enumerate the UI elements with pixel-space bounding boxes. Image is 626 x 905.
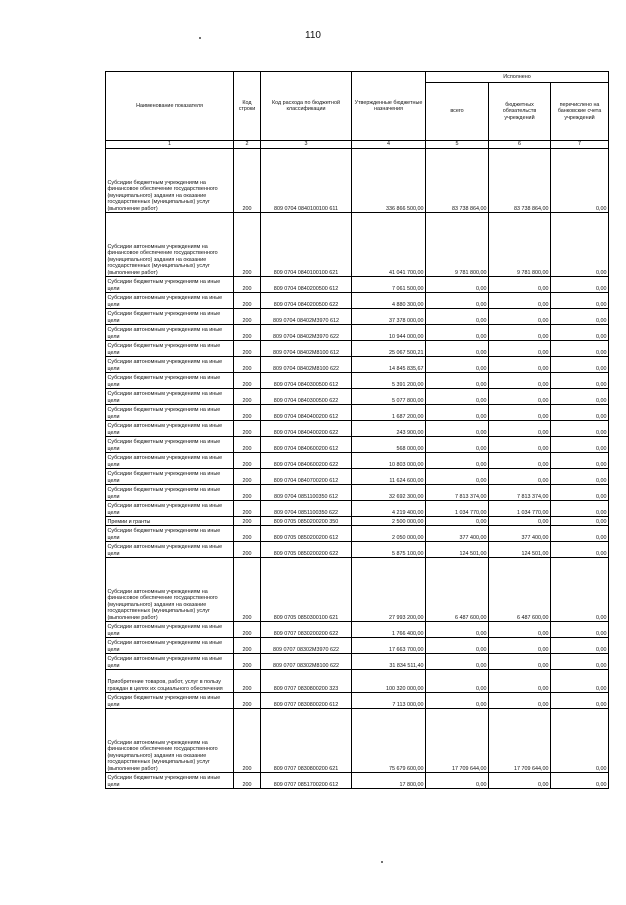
table-row [106,453,609,469]
row-name: Субсидии бюджетным учреждениям на иные цели [106,526,234,542]
row-line-code: 200 [234,341,261,357]
table-row [106,670,609,693]
row-budget-code: 809 0707 0830800200 323 [261,670,352,693]
row-obligations: 0,00 [489,277,551,293]
row-approved: 5 875 100,00 [352,542,426,558]
row-name: Субсидии бюджетным учреждениям на иные цели [106,693,234,709]
row-name: Субсидии бюджетным учреждениям на иные цели [106,437,234,453]
row-line-code: 200 [234,389,261,405]
row-approved: 1 766 400,00 [352,622,426,638]
row-obligations: 83 738 864,00 [489,149,551,213]
row-name: Приобретение товаров, работ, услуг в пользу граждан в целях их социального обеспечения [106,670,234,693]
report-table [105,71,609,789]
row-line-code: 200 [234,709,261,773]
row-approved: 31 834 511,40 [352,654,426,670]
row-total: 0,00 [426,293,489,309]
table-row [106,526,609,542]
row-total: 0,00 [426,341,489,357]
row-budget-code: 809 0704 0840700200 612 [261,469,352,485]
table-row [106,405,609,421]
row-name: Субсидии бюджетным учреждениям на иные цели [106,469,234,485]
table-row [106,517,609,526]
row-transferred: 0,00 [551,485,609,501]
row-line-code: 200 [234,485,261,501]
row-obligations: 0,00 [489,453,551,469]
table-row [106,773,609,789]
row-transferred: 0,00 [551,213,609,277]
table-row [106,421,609,437]
table-row [106,357,609,373]
row-transferred: 0,00 [551,405,609,421]
row-name: Субсидии бюджетным учреждениям на иные цели [106,485,234,501]
row-transferred: 0,00 [551,558,609,622]
row-budget-code: 809 0704 08402M8100 622 [261,357,352,373]
row-budget-code: 809 0704 0840400200 622 [261,421,352,437]
row-obligations: 17 709 644,00 [489,709,551,773]
header-transferred: перечислено на банковские счета учреждений [551,83,609,141]
row-budget-code: 809 0704 0840300500 622 [261,389,352,405]
table-row [106,293,609,309]
row-total: 1 034 770,00 [426,501,489,517]
table-row [106,309,609,325]
row-budget-code: 809 0704 0840100100 621 [261,213,352,277]
row-budget-code: 809 0704 0840300500 612 [261,373,352,389]
row-total: 9 781 800,00 [426,213,489,277]
row-line-code: 200 [234,405,261,421]
row-obligations: 0,00 [489,517,551,526]
table-row [106,501,609,517]
row-name: Субсидии автономным учреждениям на финансовое обеспечение государственного (муниципального) задания на оказание государственных (муниципальных) услуг (выполнение работ) [106,709,234,773]
row-obligations: 0,00 [489,357,551,373]
row-name: Субсидии бюджетным учреждениям на иные цели [106,277,234,293]
table-row [106,558,609,622]
row-approved: 7 061 500,00 [352,277,426,293]
row-line-code: 200 [234,622,261,638]
row-budget-code: 809 0707 0830800200 621 [261,709,352,773]
row-line-code: 200 [234,357,261,373]
row-name: Субсидии автономным учреждениям на иные цели [106,453,234,469]
row-name: Субсидии автономным учреждениям на иные цели [106,421,234,437]
row-name: Премии и гранты [106,517,234,526]
row-total: 7 813 374,00 [426,485,489,501]
table-row [106,149,609,213]
row-name: Субсидии бюджетным учреждениям на иные цели [106,373,234,389]
row-line-code: 200 [234,558,261,622]
row-obligations: 124 501,00 [489,542,551,558]
column-number: 6 [489,141,551,149]
header-name: Наименование показателя [106,72,234,141]
row-name: Субсидии автономным учреждениям на иные цели [106,542,234,558]
row-total: 0,00 [426,670,489,693]
row-name: Субсидии автономным учреждениям на иные цели [106,325,234,341]
row-obligations: 0,00 [489,437,551,453]
table-row [106,485,609,501]
row-name: Субсидии бюджетным учреждениям на иные цели [106,309,234,325]
header-budget-code: Код расхода по бюджетной классификации [261,72,352,141]
row-approved: 17 663 700,00 [352,638,426,654]
row-transferred: 0,00 [551,389,609,405]
row-obligations: 0,00 [489,421,551,437]
row-obligations: 0,00 [489,693,551,709]
header-line-code: Код строки [234,72,261,141]
row-total: 377 400,00 [426,526,489,542]
row-transferred: 0,00 [551,517,609,526]
row-approved: 75 679 600,00 [352,709,426,773]
table-row [106,469,609,485]
row-approved: 41 041 700,00 [352,213,426,277]
row-budget-code: 809 0704 0840600200 622 [261,453,352,469]
row-budget-code: 809 0704 08402M8100 612 [261,341,352,357]
table-row [106,654,609,670]
row-line-code: 200 [234,638,261,654]
row-transferred: 0,00 [551,501,609,517]
row-budget-code: 809 0707 0830800200 612 [261,693,352,709]
row-line-code: 200 [234,277,261,293]
row-budget-code: 809 0704 0840200500 622 [261,293,352,309]
row-obligations: 0,00 [489,405,551,421]
row-obligations: 6 487 600,00 [489,558,551,622]
row-transferred: 0,00 [551,709,609,773]
row-budget-code: 809 0704 08402M3970 612 [261,309,352,325]
row-obligations: 377 400,00 [489,526,551,542]
row-total: 0,00 [426,421,489,437]
row-total: 0,00 [426,654,489,670]
row-budget-code: 809 0707 0851700200 612 [261,773,352,789]
row-transferred: 0,00 [551,293,609,309]
row-budget-code: 809 0707 0830200200 622 [261,622,352,638]
row-transferred: 0,00 [551,277,609,293]
row-name: Субсидии автономным учреждениям на иные цели [106,638,234,654]
row-total: 0,00 [426,773,489,789]
row-budget-code: 809 0704 0851100350 612 [261,485,352,501]
row-line-code: 200 [234,437,261,453]
row-name: Субсидии автономным учреждениям на иные цели [106,622,234,638]
row-name: Субсидии автономным учреждениям на иные цели [106,654,234,670]
row-transferred: 0,00 [551,542,609,558]
table-row [106,373,609,389]
row-name: Субсидии автономным учреждениям на иные цели [106,501,234,517]
row-approved: 5 391 200,00 [352,373,426,389]
row-approved: 10 944 000,00 [352,325,426,341]
row-obligations: 1 034 770,00 [489,501,551,517]
row-budget-code: 809 0707 08302M3970 622 [261,638,352,654]
scan-speck [199,37,201,39]
row-line-code: 200 [234,453,261,469]
row-transferred: 0,00 [551,670,609,693]
row-line-code: 200 [234,325,261,341]
row-transferred: 0,00 [551,421,609,437]
row-budget-code: 809 0704 0840100100 611 [261,149,352,213]
row-approved: 7 113 000,00 [352,693,426,709]
row-name: Субсидии автономным учреждениям на иные цели [106,293,234,309]
row-line-code: 200 [234,542,261,558]
scan-speck [381,861,383,863]
row-line-code: 200 [234,373,261,389]
row-transferred: 0,00 [551,654,609,670]
row-approved: 14 845 835,67 [352,357,426,373]
row-transferred: 0,00 [551,341,609,357]
row-total: 0,00 [426,469,489,485]
row-budget-code: 809 0704 0840600200 612 [261,437,352,453]
header-obligations: бюджетных обязательств учреждений [489,83,551,141]
row-name: Субсидии бюджетным учреждениям на иные цели [106,773,234,789]
row-total: 0,00 [426,437,489,453]
row-line-code: 200 [234,501,261,517]
row-name: Субсидии бюджетным учреждениям на иные цели [106,405,234,421]
row-approved: 11 624 600,00 [352,469,426,485]
header-approved: Утвержденные бюджетные назначения [352,72,426,141]
row-approved: 5 077 800,00 [352,389,426,405]
table-row [106,437,609,453]
table-body [106,149,609,789]
row-obligations: 0,00 [489,309,551,325]
row-line-code: 200 [234,213,261,277]
row-transferred: 0,00 [551,693,609,709]
table-row [106,213,609,277]
row-line-code: 200 [234,693,261,709]
row-approved: 336 866 500,00 [352,149,426,213]
row-approved: 100 320 000,00 [352,670,426,693]
row-total: 0,00 [426,405,489,421]
row-approved: 32 692 300,00 [352,485,426,501]
row-obligations: 0,00 [489,389,551,405]
row-total: 0,00 [426,389,489,405]
row-line-code: 200 [234,293,261,309]
row-approved: 27 993 200,00 [352,558,426,622]
table-row [106,341,609,357]
row-obligations: 0,00 [489,373,551,389]
table-row [106,693,609,709]
row-line-code: 200 [234,670,261,693]
row-approved: 37 378 000,00 [352,309,426,325]
row-obligations: 0,00 [489,638,551,654]
row-total: 0,00 [426,309,489,325]
row-total: 83 738 864,00 [426,149,489,213]
table-row [106,542,609,558]
row-transferred: 0,00 [551,638,609,654]
table-row [106,389,609,405]
row-total: 0,00 [426,517,489,526]
row-name: Субсидии бюджетным учреждениям на финансовое обеспечение государственного (муниципального) задания на оказание государственных (муниципальных) услуг (выполнение работ) [106,149,234,213]
row-line-code: 200 [234,773,261,789]
row-obligations: 0,00 [489,654,551,670]
row-transferred: 0,00 [551,357,609,373]
row-line-code: 200 [234,149,261,213]
column-number: 5 [426,141,489,149]
row-budget-code: 809 0704 0840400200 612 [261,405,352,421]
row-line-code: 200 [234,654,261,670]
row-total: 124 501,00 [426,542,489,558]
row-total: 0,00 [426,622,489,638]
row-name: Субсидии бюджетным учреждениям на иные цели [106,341,234,357]
row-budget-code: 809 0705 0850200200 612 [261,526,352,542]
table-row [106,277,609,293]
row-total: 0,00 [426,453,489,469]
row-approved: 243 900,00 [352,421,426,437]
row-budget-code: 809 0707 08302M8100 622 [261,654,352,670]
row-name: Субсидии автономным учреждениям на финансовое обеспечение государственного (муниципального) задания на оказание государственных (муниципальных) услуг (выполнение работ) [106,213,234,277]
table-row [106,325,609,341]
row-total: 0,00 [426,373,489,389]
row-budget-code: 809 0705 0850300100 621 [261,558,352,622]
row-transferred: 0,00 [551,622,609,638]
column-number: 4 [352,141,426,149]
row-obligations: 0,00 [489,670,551,693]
row-name: Субсидии автономным учреждениям на финансовое обеспечение государственного (муниципального) задания на оказание государственных (муниципальных) услуг (выполнение работ) [106,558,234,622]
row-transferred: 0,00 [551,469,609,485]
row-total: 0,00 [426,357,489,373]
row-transferred: 0,00 [551,325,609,341]
row-approved: 2 050 000,00 [352,526,426,542]
row-transferred: 0,00 [551,437,609,453]
row-obligations: 7 813 374,00 [489,485,551,501]
column-number: 7 [551,141,609,149]
row-budget-code: 809 0705 0850200200 622 [261,542,352,558]
row-total: 0,00 [426,325,489,341]
row-approved: 17 800,00 [352,773,426,789]
row-obligations: 0,00 [489,469,551,485]
row-transferred: 0,00 [551,526,609,542]
column-number: 3 [261,141,352,149]
row-approved: 10 803 000,00 [352,453,426,469]
column-number: 1 [106,141,234,149]
row-approved: 25 067 500,21 [352,341,426,357]
table-row [106,638,609,654]
row-line-code: 200 [234,526,261,542]
row-name: Субсидии автономным учреждениям на иные цели [106,389,234,405]
row-transferred: 0,00 [551,373,609,389]
row-name: Субсидии автономным учреждениям на иные цели [106,357,234,373]
page-number: 110 [305,30,321,41]
row-obligations: 0,00 [489,341,551,357]
row-approved: 4 880 300,00 [352,293,426,309]
row-transferred: 0,00 [551,149,609,213]
column-number: 2 [234,141,261,149]
row-budget-code: 809 0704 08402M3970 622 [261,325,352,341]
row-obligations: 0,00 [489,293,551,309]
row-total: 0,00 [426,277,489,293]
row-budget-code: 809 0704 0840200500 612 [261,277,352,293]
row-approved: 2 500 000,00 [352,517,426,526]
row-obligations: 0,00 [489,325,551,341]
row-line-code: 200 [234,421,261,437]
row-transferred: 0,00 [551,773,609,789]
row-obligations: 9 781 800,00 [489,213,551,277]
header-total: всего [426,83,489,141]
row-transferred: 0,00 [551,453,609,469]
row-total: 0,00 [426,638,489,654]
row-total: 17 709 644,00 [426,709,489,773]
row-budget-code: 809 0705 0850200200 350 [261,517,352,526]
table-row [106,622,609,638]
row-obligations: 0,00 [489,622,551,638]
table-row [106,709,609,773]
row-total: 6 487 600,00 [426,558,489,622]
row-transferred: 0,00 [551,309,609,325]
row-total: 0,00 [426,693,489,709]
row-obligations: 0,00 [489,773,551,789]
row-approved: 4 219 400,00 [352,501,426,517]
row-line-code: 200 [234,517,261,526]
row-approved: 568 000,00 [352,437,426,453]
header-executed: Исполнено [426,72,609,83]
row-budget-code: 809 0704 0851100350 622 [261,501,352,517]
row-line-code: 200 [234,469,261,485]
row-approved: 1 687 200,00 [352,405,426,421]
row-line-code: 200 [234,309,261,325]
